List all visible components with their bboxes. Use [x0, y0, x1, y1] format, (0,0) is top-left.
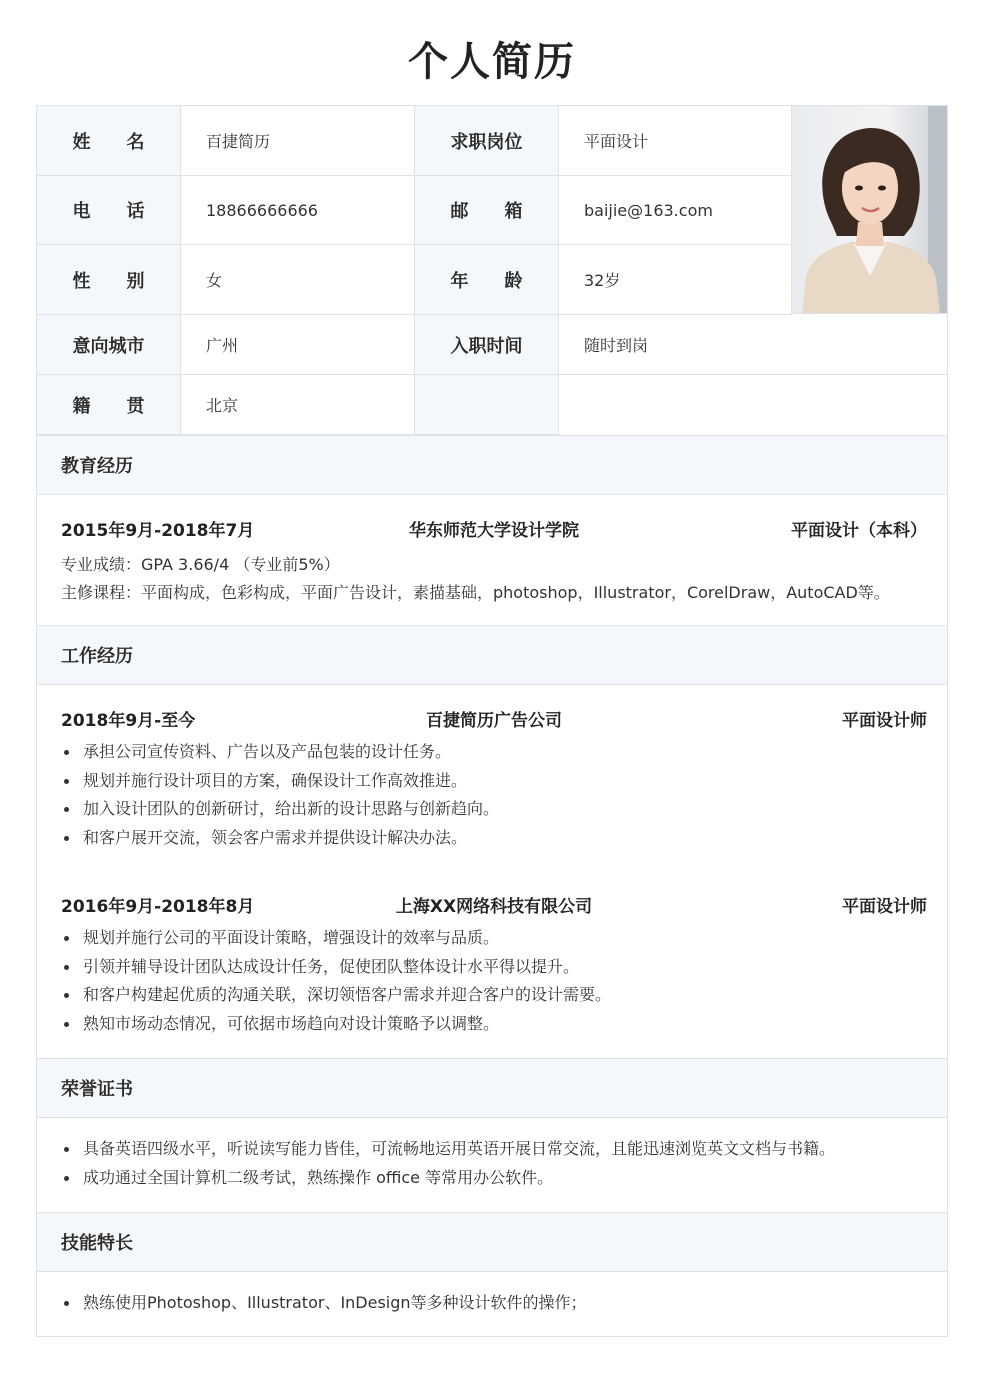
resume-frame: [36, 105, 948, 1337]
email-label: 邮 箱: [415, 176, 559, 245]
job-date: 2018年9月-至今: [61, 711, 196, 731]
start-label: 入职时间: [415, 315, 559, 375]
city-value: 广州: [181, 315, 415, 375]
portrait-image: [792, 106, 948, 314]
name-label: 姓 名: [37, 106, 181, 176]
honors-heading: 荣誉证书: [37, 1058, 947, 1118]
empty-value-cell: [559, 375, 947, 435]
list-item: 具备英语四级水平，听说读写能力皆佳，可流畅地运用英语开展日常交流，且能迅速浏览英文文档与书籍。: [61, 1135, 835, 1164]
age-value: 32岁: [559, 245, 792, 315]
phone-label: 电 话: [37, 176, 181, 245]
name-value: 百捷简历: [181, 106, 415, 176]
position-label: 求职岗位: [415, 106, 559, 176]
start-value: 随时到岗: [559, 315, 947, 375]
education-score: 专业成绩：GPA 3.66/4 （专业前5%）: [61, 555, 340, 574]
phone-value: 18866666666: [181, 176, 415, 245]
city-label: 意向城市: [37, 315, 181, 375]
hometown-value: 北京: [181, 375, 415, 435]
email-value: baijie@163.com: [559, 176, 792, 245]
job-duties: [61, 924, 611, 1038]
education-row: [61, 516, 927, 542]
job-company: 上海XX网络科技有限公司: [395, 897, 593, 917]
job-company: 百捷简历广告公司: [426, 711, 562, 731]
education-date: 2015年9月-2018年7月: [61, 521, 255, 541]
job-row: [61, 706, 927, 732]
education-degree: 平面设计（本科）: [791, 521, 927, 541]
job-duties: [61, 738, 499, 852]
gender-label: 性 别: [37, 245, 181, 315]
list-item: 和客户构建起优质的沟通关联，深切领悟客户需求并迎合客户的设计需要。: [61, 981, 611, 1010]
gender-value: 女: [181, 245, 415, 315]
age-label: 年 龄: [415, 245, 559, 315]
list-item: 规划并施行设计项目的方案，确保设计工作高效推进。: [61, 767, 499, 796]
list-item: 规划并施行公司的平面设计策略，增强设计的效率与品质。: [61, 924, 611, 953]
honors-list: [61, 1135, 835, 1192]
list-item: 承担公司宣传资料、广告以及产品包装的设计任务。: [61, 738, 499, 767]
skills-list: [61, 1289, 587, 1318]
job-row: [61, 892, 927, 918]
skills-heading: 技能特长: [37, 1212, 947, 1272]
education-school: 华东师范大学设计学院: [409, 521, 579, 541]
list-item: 成功通过全国计算机二级考试，熟练操作 office 等常用办公软件。: [61, 1164, 835, 1193]
work-heading: 工作经历: [37, 625, 947, 685]
job-date: 2016年9月-2018年8月: [61, 897, 255, 917]
hometown-label: 籍 贯: [37, 375, 181, 435]
job-role: 平面设计师: [842, 711, 927, 731]
education-courses: 主修课程：平面构成，色彩构成，平面广告设计，素描基础，photoshop，Illustrator，CorelDraw，AutoCAD等。: [61, 583, 890, 602]
education-heading: 教育经历: [37, 435, 947, 495]
list-item: 加入设计团队的创新研讨，给出新的设计思路与创新趋向。: [61, 795, 499, 824]
empty-label-cell: [415, 375, 559, 435]
list-item: 和客户展开交流，领会客户需求并提供设计解决办法。: [61, 824, 499, 853]
profile-photo: [792, 106, 948, 314]
position-value: 平面设计: [559, 106, 792, 176]
page-title: 个人简历: [408, 39, 576, 85]
list-item: 熟知市场动态情况，可依据市场趋向对设计策略予以调整。: [61, 1010, 611, 1039]
job-role: 平面设计师: [842, 897, 927, 917]
list-item: 熟练使用Photoshop、Illustrator、InDesign等多种设计软件的操作；: [61, 1289, 587, 1318]
list-item: 引领并辅导设计团队达成设计任务，促使团队整体设计水平得以提升。: [61, 953, 611, 982]
